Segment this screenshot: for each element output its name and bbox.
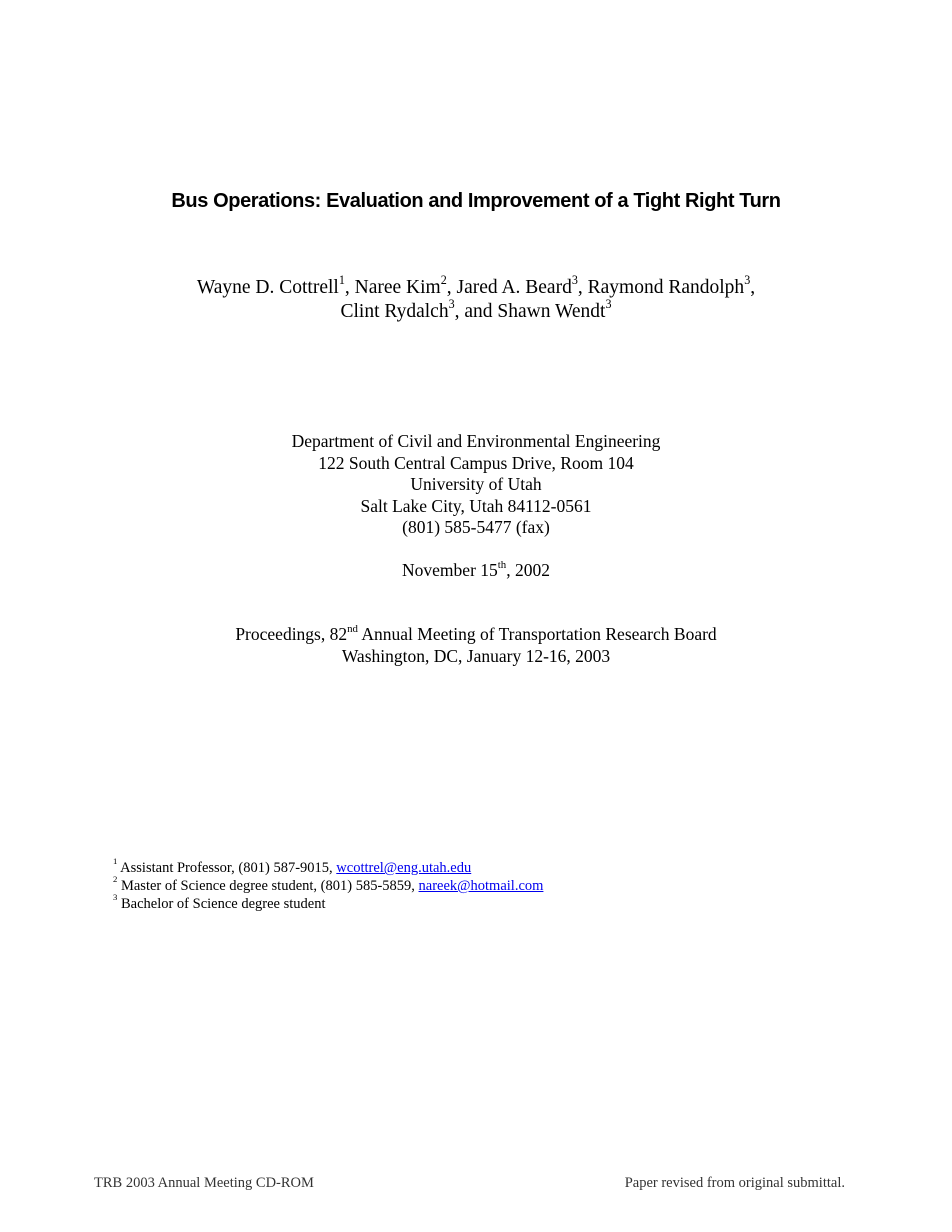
- author-affiliation-mark: 1: [338, 272, 345, 287]
- email-link[interactable]: nareek@hotmail.com: [418, 878, 544, 894]
- footnote-3: [113, 891, 543, 913]
- author-line-1: [0, 272, 952, 300]
- paper-title: Bus Operations: Evaluation and Improvement of a Tight Right Turn: [171, 190, 781, 212]
- author-separator: ,: [446, 277, 457, 298]
- date-year: , 2002: [506, 560, 550, 580]
- author-name: Shawn Wendt: [497, 301, 606, 322]
- footnote-2: [113, 873, 544, 895]
- venue-block: [0, 623, 952, 667]
- affiliation-university: University of Utah: [410, 474, 542, 494]
- affiliation-city: Salt Lake City, Utah 84112-0561: [360, 495, 592, 516]
- author-name: Clint Rydalch: [340, 301, 449, 322]
- affiliation-address: 122 South Central Campus Drive, Room 104: [318, 452, 634, 473]
- affiliation-block: [0, 431, 952, 539]
- date-prefix: November 15: [402, 560, 498, 580]
- author-name: Jared A. Beard: [456, 277, 572, 298]
- submission-date: [0, 559, 952, 581]
- venue-location: Washington, DC, January 12-16, 2003: [341, 646, 611, 666]
- affiliation-department: Department of Civil and Environmental Engineering: [291, 431, 661, 451]
- email-link[interactable]: wcottrel@eng.utah.edu: [336, 860, 472, 876]
- footnote-text: Assistant Professor, (801) 587-9015,: [120, 860, 337, 876]
- author-affiliation-mark: 3: [571, 272, 578, 287]
- author-affiliation-mark: 3: [448, 296, 455, 311]
- footnote-mark: 1: [113, 855, 118, 866]
- venue-prefix: Proceedings, 82: [235, 624, 348, 644]
- footnote-text: Bachelor of Science degree student: [120, 896, 326, 912]
- footnotes: [113, 855, 544, 913]
- date-ordinal-suffix: th: [497, 558, 507, 571]
- author-list: [0, 272, 952, 324]
- venue-proceedings: [0, 623, 952, 645]
- author-affiliation-mark: 3: [744, 272, 751, 287]
- author-separator: , and: [454, 301, 498, 322]
- author-separator: ,: [577, 277, 588, 298]
- footnote-mark: 3: [113, 891, 118, 902]
- author-line-2: [0, 296, 952, 324]
- author-name: Naree Kim: [354, 277, 441, 298]
- footnote-1: [113, 855, 543, 877]
- footnote-text: Master of Science degree student, (801) 585-5859,: [120, 878, 419, 894]
- author-affiliation-mark: 2: [440, 272, 447, 287]
- author-separator: ,: [750, 277, 756, 298]
- venue-meeting: Annual Meeting of Transportation Research Board: [357, 624, 717, 644]
- author-affiliation-mark: 3: [605, 296, 612, 311]
- footer-right: Paper revised from original submittal.: [624, 1175, 845, 1191]
- author-name: Raymond Randolph: [587, 277, 745, 298]
- affiliation-fax: (801) 585-5477 (fax): [402, 517, 550, 537]
- author-separator: ,: [344, 277, 355, 298]
- footer-left: TRB 2003 Annual Meeting CD-ROM: [94, 1175, 314, 1191]
- author-name: Wayne D. Cottrell: [196, 277, 339, 298]
- venue-ordinal-suffix: nd: [347, 622, 358, 635]
- footnote-mark: 2: [113, 873, 118, 884]
